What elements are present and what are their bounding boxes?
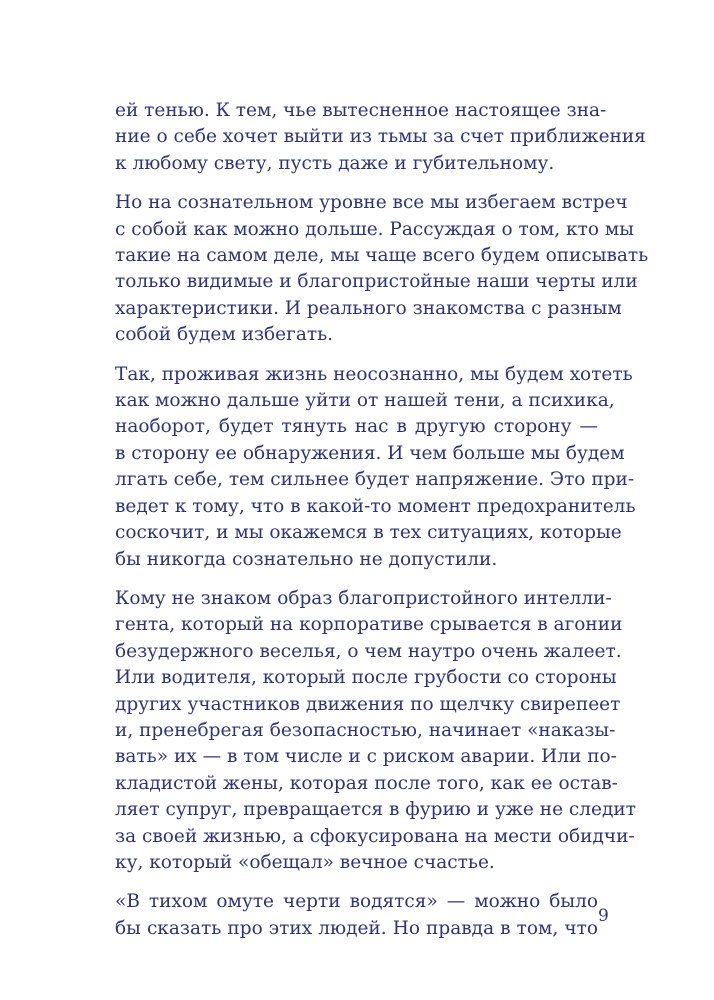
text-line: в сторону ее обнаружения. И чем больше мы будем bbox=[115, 442, 625, 464]
text-line: ние о себе хочет выйти из тьмы за счет приближения bbox=[115, 126, 646, 148]
text-line: вать» их — в том числе и с риском аварии. Или по- bbox=[115, 746, 617, 768]
text-line: Или водителя, который после грубости со стороны bbox=[115, 667, 617, 689]
text-line: ведет к тому, что в какой-то момент предохранитель bbox=[115, 495, 636, 517]
text-line: Так, проживая жизнь неосознанно, мы будем хотеть bbox=[115, 363, 633, 385]
text-line: характеристики. И реального знакомства с разным bbox=[115, 297, 622, 319]
text-line: кладистой жены, которая после того, как ее остав- bbox=[115, 772, 618, 794]
paragraph bbox=[115, 362, 636, 573]
paragraph bbox=[115, 586, 636, 876]
text-line: безудержного веселья, о чем наутро очень жалеет. bbox=[115, 640, 622, 662]
text-line: как можно дальше уйти от нашей тени, а психика, bbox=[115, 390, 615, 412]
text-line: Но на сознательном уровне все мы избегаем встреч bbox=[115, 192, 628, 214]
body-text bbox=[115, 98, 649, 955]
text-line: гента, который на корпоративе срывается в агонии bbox=[115, 614, 623, 636]
text-line: бы никогда сознательно не допустили. bbox=[115, 548, 498, 570]
text-line: собой будем избегать. bbox=[115, 324, 334, 346]
text-line: лгать себе, тем сильнее будет напряжение. Это при- bbox=[115, 469, 635, 491]
text-line: к любому свету, пусть даже и губительному. bbox=[115, 152, 555, 174]
text-line: ей тенью. К тем, чье вытесненное настоящее зна- bbox=[115, 100, 607, 121]
paragraph bbox=[115, 889, 598, 942]
text-line: соскочит, и мы окажемся в тех ситуациях, которые bbox=[115, 522, 622, 544]
text-line: за своей жизнью, а сфокусирована на мести обидчи- bbox=[115, 825, 635, 847]
paragraph bbox=[115, 98, 646, 177]
text-line: ляет супруг, превращается в фурию и уже не следит bbox=[115, 799, 636, 821]
text-line: и, пренебрегая безопасностью, начинает «наказы- bbox=[115, 719, 616, 741]
text-line: ку, который «обещал» вечное счастье. bbox=[115, 851, 495, 873]
text-line: Кому не знаком образ благопристойного интелли- bbox=[115, 587, 612, 609]
text-line: с собой как можно дольше. Рассуждая о том, кто мы bbox=[115, 218, 634, 240]
page-number: 9 bbox=[598, 906, 609, 926]
text-line: только видимые и благопристойные наши черты или bbox=[115, 271, 638, 293]
text-line: «В тихом омуте черти водятся» — можно было bbox=[115, 891, 598, 913]
text-line: других участников движения по щелчку свирепеет bbox=[115, 693, 621, 715]
text-line: бы сказать про этих людей. Но правда в том, что bbox=[115, 917, 598, 939]
text-line: такие на самом деле, мы чаще всего будем описывать bbox=[115, 245, 649, 267]
text-line: наоборот, будет тянуть нас в другую сторону — bbox=[115, 416, 598, 438]
paragraph bbox=[115, 190, 649, 348]
